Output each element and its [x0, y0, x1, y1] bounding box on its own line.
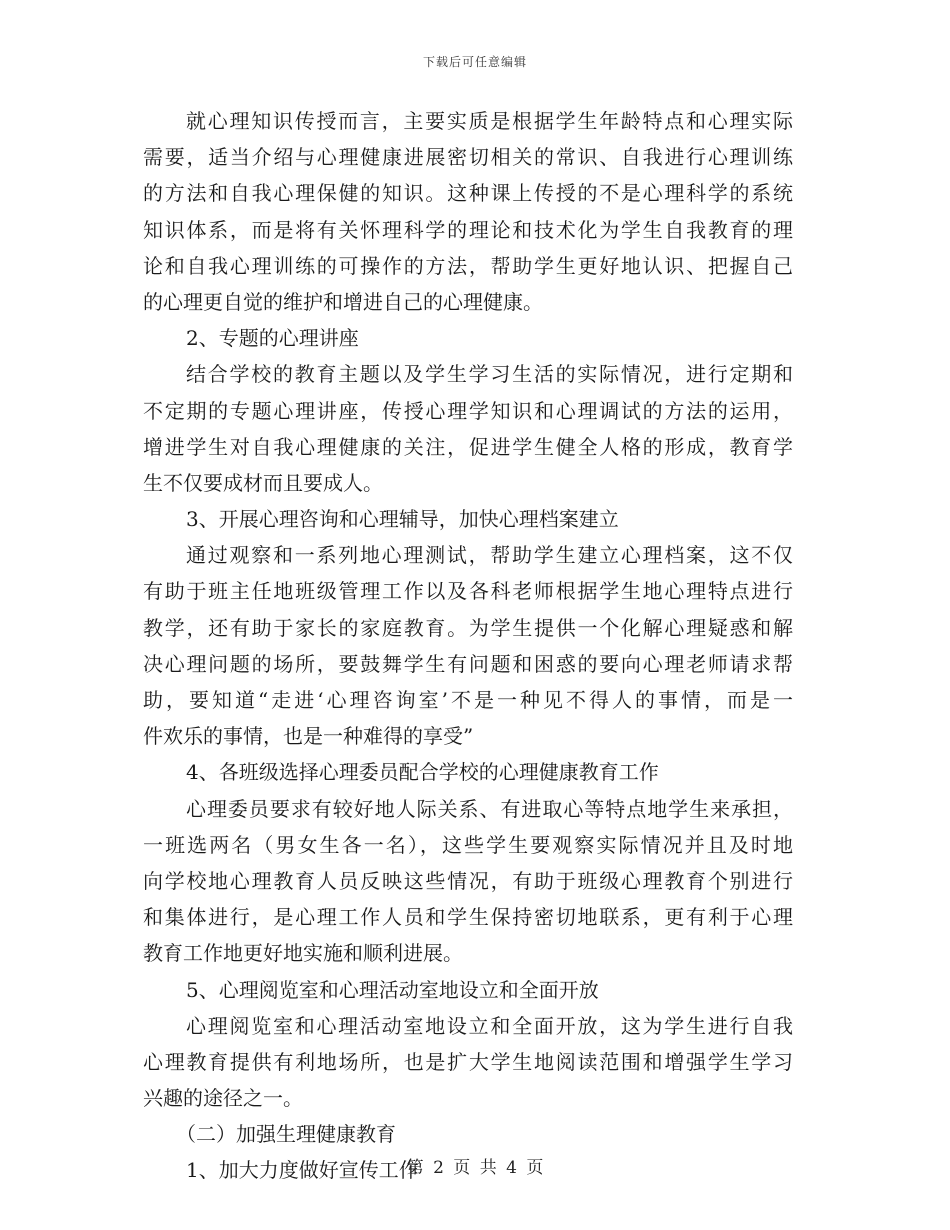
text-line: 有助于班主任地班级管理工作以及各科老师根据学生地心理特点进行	[143, 579, 793, 604]
text-line: 1、加大力度做好宣传工作	[186, 1158, 419, 1183]
text-line: 助，要知道“走进‘心理咨询室’不是一种见不得人的事情，而是一	[143, 688, 793, 712]
text-line: 件欢乐的事情，也是一种难得的享受”	[143, 724, 474, 749]
text-line: 知识体系，而是将有关怀理科学的理论和技术化为学生自我教育的理	[143, 217, 793, 242]
section-heading	[143, 320, 793, 356]
text-line: 心理委员要求有较好地人际关系、有进取心等特点地学生来承担，	[186, 796, 793, 821]
page-header: 下载后可任意编辑	[422, 55, 527, 69]
text-line: 3、开展心理咨询和心理辅导，加快心理档案建立	[186, 507, 619, 532]
section-heading	[143, 501, 793, 537]
text-line: 就心理知识传授而言，主要实质是根据学生年龄特点和心理实际	[186, 109, 793, 133]
text-line: 增进学生对自我心理健康的关注，促进学生健全人格的形成，教育学	[143, 434, 793, 459]
text-line: 生不仅要成材而且要成人。	[143, 470, 383, 495]
section-heading	[143, 1116, 793, 1152]
text-line: 决心理问题的场所，要鼓舞学生有问题和困惑的要向心理老师请求帮	[143, 651, 793, 676]
text-line: 和集体进行，是心理工作人员和学生保持密切地联系，更有利于心理	[143, 905, 793, 930]
text-line: 4、各班级选择心理委员配合学校的心理健康教育工作	[186, 760, 659, 785]
body-paragraph	[143, 356, 793, 501]
text-line: 5、心理阅览室和心理活动室地设立和全面开放	[186, 977, 599, 1002]
text-line: 需要，适当介绍与心理健康进展密切相关的常识、自我进行心理训练	[143, 145, 793, 170]
body-paragraph	[143, 1008, 793, 1117]
text-line: 心理教育提供有利地场所，也是扩大学生地阅读范围和增强学生学习	[143, 1049, 793, 1074]
text-line: 不定期的专题心理讲座，传授心理学知识和心理调试的方法的运用，	[143, 398, 793, 423]
page-number-footer: 第 2 页 共 4 页	[406, 1158, 544, 1178]
text-line: 向学校地心理教育人员反映这些情况，有助于班级心理教育个别进行	[143, 868, 793, 893]
document-body	[143, 103, 793, 1189]
text-line: 教育工作地更好地实施和顺利进展。	[143, 941, 463, 966]
text-line: 教学，还有助于家长的家庭教育。为学生提供一个化解心理疑惑和解	[143, 615, 793, 640]
text-line: 通过观察和一系列地心理测试，帮助学生建立心理档案，这不仅	[186, 543, 793, 568]
text-line: 的方法和自我心理保健的知识。这种课上传授的不是心理科学的系统	[143, 181, 793, 206]
text-line: 的心理更自觉的维护和增进自己的心理健康。	[143, 289, 543, 314]
text-line: 论和自我心理训练的可操作的方法，帮助学生更好地认识、把握自己	[143, 253, 793, 278]
body-paragraph	[143, 791, 793, 972]
section-heading	[143, 972, 793, 1008]
body-paragraph	[143, 103, 793, 320]
text-line: 2、专题的心理讲座	[186, 326, 359, 351]
text-line: 心理阅览室和心理活动室地设立和全面开放，这为学生进行自我	[186, 1013, 793, 1038]
text-line: 结合学校的教育主题以及学生学习生活的实际情况，进行定期和	[186, 362, 793, 387]
section-heading	[143, 754, 793, 790]
text-line: 一班选两名（男女生各一名），这些学生要观察实际情况并且及时地	[143, 832, 793, 857]
body-paragraph	[143, 537, 793, 754]
text-line: （二）加强生理健康教育	[176, 1122, 396, 1147]
text-line: 兴趣的途径之一。	[143, 1086, 303, 1111]
